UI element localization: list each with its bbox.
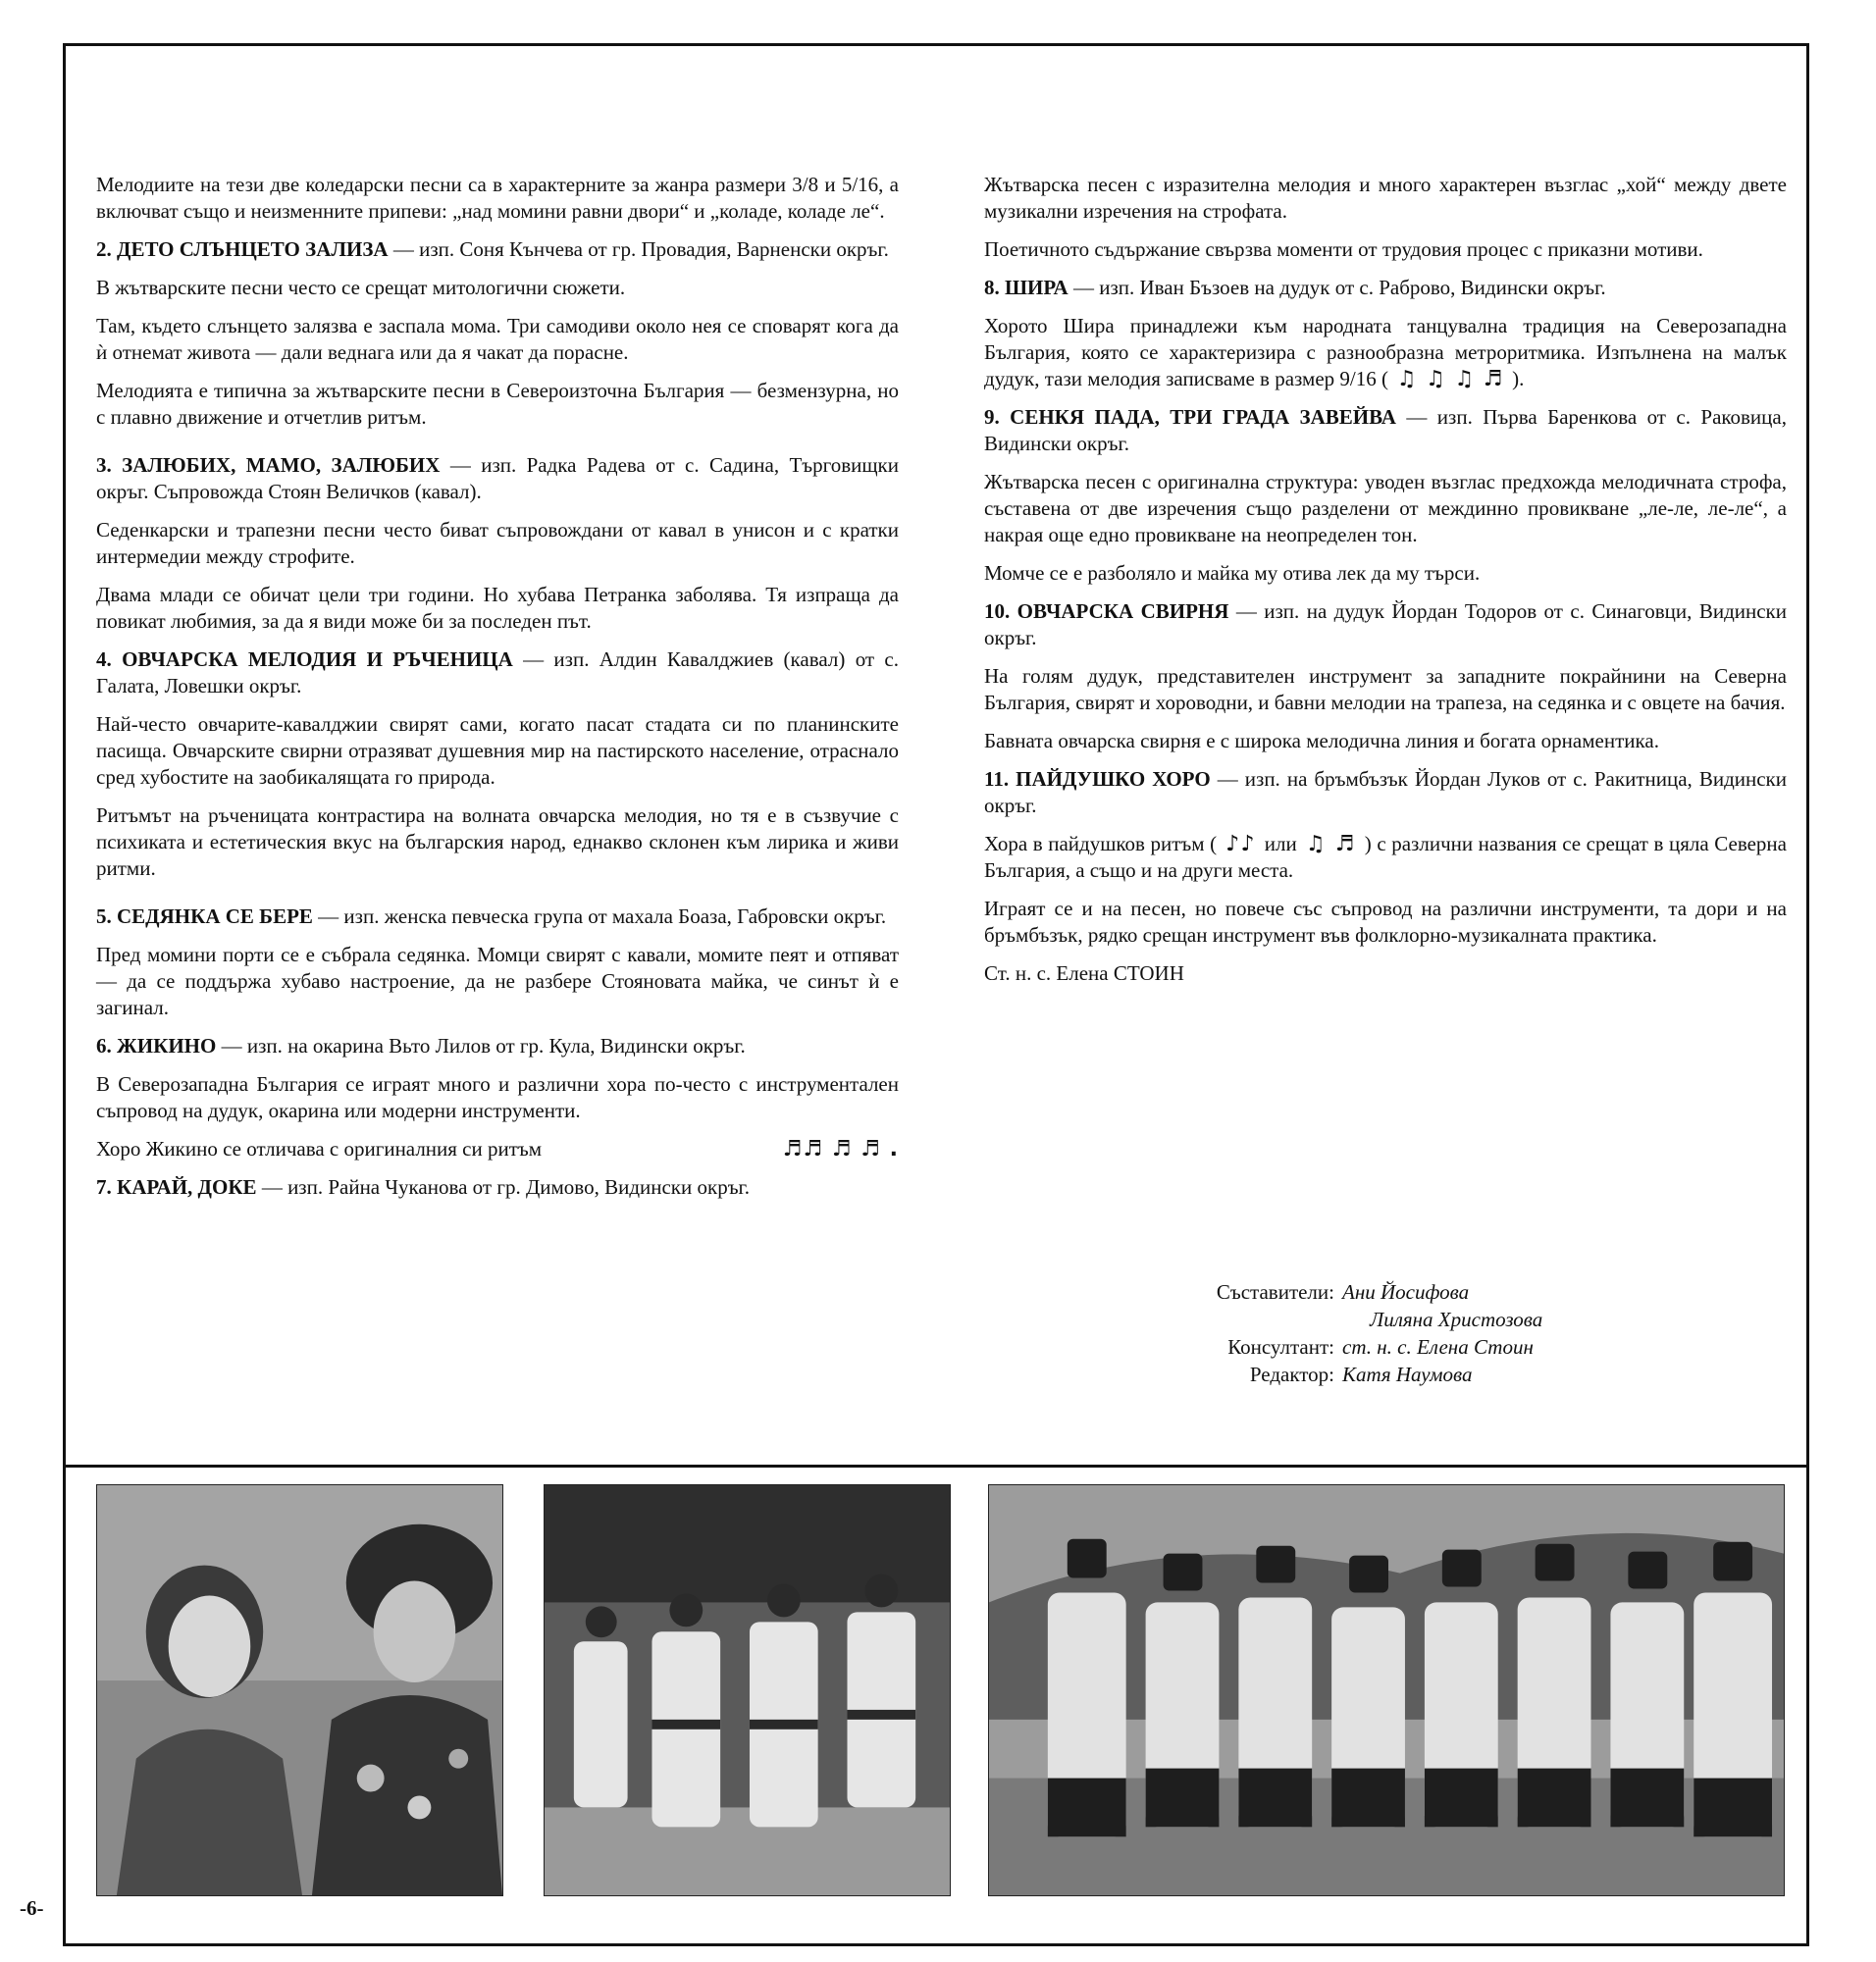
song-9-header	[984, 404, 1787, 457]
song-7-paragraph-1: Жътварска песен с изразителна мелодия и много характерен възглас „хой“ между двете музикални изречения на строфата.	[984, 173, 1787, 223]
rhythm-notation-icon: ♫ ♫ ♫ ♬	[1387, 367, 1513, 391]
rhythm-notation-icon: ♪♪	[1217, 832, 1265, 856]
song-11-title: 11. ПАЙДУШКО ХОРО	[984, 767, 1211, 791]
song-6-title: 6. ЖИКИНО	[96, 1034, 217, 1058]
song-7-paragraph-2: Поетичното съдържание свързва моменти от трудовия процес с приказни мотиви.	[984, 237, 1703, 261]
song-4-header	[96, 646, 899, 699]
song-9-paragraph-2: Момче се е разболяло и майка му отива лек да му търси.	[984, 561, 1481, 585]
song-9-info: — изп. Първа Баренкова от с. Раковица, Видински окръг.	[984, 405, 1787, 455]
song-11-text-b: ) с различни названия се срещат в цяла Северна България, а също и на други места.	[984, 832, 1787, 882]
song-11-paragraph-2: Играят се и на песен, но повече със съпровод на различни инструменти, та дори и на бръмбъзък, рядко срещан инструмент във фолклорно-музикалната практика.	[984, 897, 1787, 947]
song-10-header	[984, 598, 1787, 651]
intro-paragraph: Мелодиите на тези две коледарски песни са в характерните за жанра размери 3/8 и 5/16, а включват също и неизменните припеви: „над момини равни двори“ и „коладе, коладе ле“.	[96, 173, 899, 223]
song-3-title: 3. ЗАЛЮБИХ, МАМО, ЗАЛЮБИХ	[96, 453, 441, 477]
credits-consultant	[1119, 1333, 1542, 1361]
song-7-title: 7. КАРАЙ, ДОКЕ	[96, 1175, 257, 1199]
photo-dancers-image	[545, 1485, 950, 1895]
photo-women-wreaths	[96, 1484, 503, 1896]
song-6-paragraph-2	[96, 1136, 899, 1162]
song-11-or: или	[1264, 832, 1297, 855]
rhythm-notation-icon: ♫ ♬	[1296, 832, 1365, 856]
page-number: -6-	[20, 1896, 44, 1920]
editor-name: Катя Наумова	[1342, 1363, 1473, 1386]
song-5-paragraph-1: Пред момини порти се е събрала седянка. Момци свирят с кавали, момите пеят и отпяват — да се поддържа хубаво настроение, да не разбере Стояновата майка, че синът ѝ е загинал.	[96, 943, 899, 1019]
compiler-2: Лиляна Христозова	[1370, 1308, 1543, 1331]
song-10-paragraph-2: Бавната овчарска свирня е с широка мелодична линия и богата орнаментика.	[984, 729, 1659, 752]
song-10-info: — изп. на дудук Йордан Тодоров от с. Синаговци, Видински окръг.	[984, 599, 1787, 649]
song-6-paragraph-1: В Северозападна България се играят много и различни хора по-често с инструментален съпровод на дудук, окарина или модерни инструменти.	[96, 1072, 899, 1122]
song-6-header	[96, 1033, 899, 1059]
compilers-label: Съставители:	[1216, 1280, 1334, 1304]
song-4-paragraph-2: Ритъмът на ръченицата контрастира на волната овчарска мелодия, но тя е в съзвучие с психиката и естетическия вкус на българския народ, еднакво склонен към лирика и живи ритми.	[96, 803, 899, 880]
song-10-paragraph-1: На голям дудук, представителен инструмент за западните покрайнини на Северна България, свирят и хороводни, и бавни мелодии на трапеза, на седянка и с овцете на бачия.	[984, 664, 1787, 714]
editor-label: Редактор:	[1249, 1363, 1334, 1386]
song-11-header	[984, 766, 1787, 819]
rhythm-notation-icon: ♬♬ ♬ ♬ .	[782, 1137, 899, 1162]
song-2-paragraph-3: Мелодията е типична за жътварските песни в Североизточна България — безмензурна, но с плавно движение и отчетлив ритъм.	[96, 379, 899, 429]
credits-block	[1119, 1278, 1542, 1388]
song-3-header	[96, 452, 899, 505]
photo-shepherds-group-image	[989, 1485, 1784, 1895]
song-6-rhythm-text: Хоро Жикино се отличава с оригиналния си ритъм	[96, 1137, 543, 1161]
song-8-title: 8. ШИРА	[984, 276, 1068, 299]
left-column	[96, 172, 899, 1213]
photo-dancers	[544, 1484, 951, 1896]
song-8-text: Хорото Шира принадлежи към народната танцувална традиция на Северозападна България, която се характеризира с разнообразна метроритмика. Изпълнена на малък дудук, тази мелодия записваме в размер 9/16 (	[984, 314, 1787, 390]
song-11-paragraph-1	[984, 831, 1787, 884]
song-11-info: — изп. на бръмбъзък Йордан Луков от с. Ракитница, Видински окръг.	[984, 767, 1787, 817]
song-4-paragraph-1: Най-често овчарите-кавалджии свирят сами, когато пасат стадата си по планинските пасища. Овчарските свирни отразяват душевния мир на пастирското население, отраснало сред хубостите на заобикалящата го природа.	[96, 712, 899, 789]
song-9-title: 9. СЕНКЯ ПАДА, ТРИ ГРАДА ЗАВЕЙВА	[984, 405, 1396, 429]
song-3-info: — изп. Радка Радева от с. Садина, Търговищки окръг. Съпровожда Стоян Величков (кавал).	[96, 453, 899, 503]
song-8-paragraph-1	[984, 313, 1787, 392]
song-2-header	[96, 236, 899, 263]
right-column	[984, 172, 1787, 999]
song-5-header	[96, 904, 899, 930]
song-5-title: 5. СЕДЯНКА СЕ БЕРЕ	[96, 904, 313, 928]
song-2-info: — изп. Соня Кънчева от гр. Провадия, Варненски окръг.	[388, 237, 889, 261]
song-2-paragraph-1: В жътварските песни често се срещат митологични сюжети.	[96, 276, 626, 299]
song-4-title: 4. ОВЧАРСКА МЕЛОДИЯ И РЪЧЕНИЦА	[96, 647, 513, 671]
song-8-info: — изп. Иван Бъзоев на дудук от с. Раброво, Видински окръг.	[1068, 276, 1606, 299]
song-6-info: — изп. на окарина Вьто Лилов от гр. Кула, Видински окръг.	[216, 1034, 746, 1058]
compiler-1: Ани Йосифова	[1342, 1280, 1470, 1304]
song-7-header	[96, 1174, 899, 1201]
section-divider	[63, 1465, 1809, 1468]
song-8-header	[984, 275, 1787, 301]
song-10-title: 10. ОВЧАРСКА СВИРНЯ	[984, 599, 1229, 623]
song-9-paragraph-1: Жътварска песен с оригинална структура: уводен възглас предхожда мелодичната строфа, съставена от две изречения също разделени от междинно провикване „ле-ле, ле-ле“, а накрая още едно провикване на неопределен тон.	[984, 470, 1787, 546]
credits-compilers-2	[1119, 1306, 1542, 1333]
credits-compilers	[1119, 1278, 1542, 1306]
song-11-text-a: Хора в пайдушков ритъм (	[984, 832, 1218, 855]
credits-editor	[1119, 1361, 1542, 1388]
song-2-title: 2. ДЕТО СЛЪНЦЕТО ЗАЛИЗА	[96, 237, 389, 261]
photo-women-wreaths-image	[97, 1485, 502, 1895]
consultant-label: Консултант:	[1227, 1335, 1334, 1359]
song-3-paragraph-1: Седенкарски и трапезни песни често биват съпровождани от кавал в унисон и с кратки интермедии между строфите.	[96, 518, 899, 568]
song-7-info: — изп. Райна Чуканова от гр. Димово, Видински окръг.	[256, 1175, 751, 1199]
song-2-paragraph-2: Там, където слънцето залязва е заспала мома. Три самодиви около нея се споварят кога да ѝ отнемат живота — дали веднага или да я чакат да порасне.	[96, 314, 899, 364]
song-8-text-end: ).	[1512, 367, 1525, 390]
photo-shepherds-group	[988, 1484, 1785, 1896]
song-5-info: — изп. женска певческа група от махала Боаза, Габровски окръг.	[312, 904, 887, 928]
song-4-info: — изп. Алдин Кавалджиев (кавал) от с. Галата, Ловешки окръг.	[96, 647, 899, 697]
author-signature: Ст. н. с. Елена СТОИН	[984, 961, 1184, 985]
song-3-paragraph-2: Двама млади се обичат цели три години. Но хубава Петранка заболява. Тя изпраща да повикат любимия, за да я види може би за последен път.	[96, 583, 899, 633]
consultant-name: ст. н. с. Елена Стоин	[1342, 1335, 1534, 1359]
